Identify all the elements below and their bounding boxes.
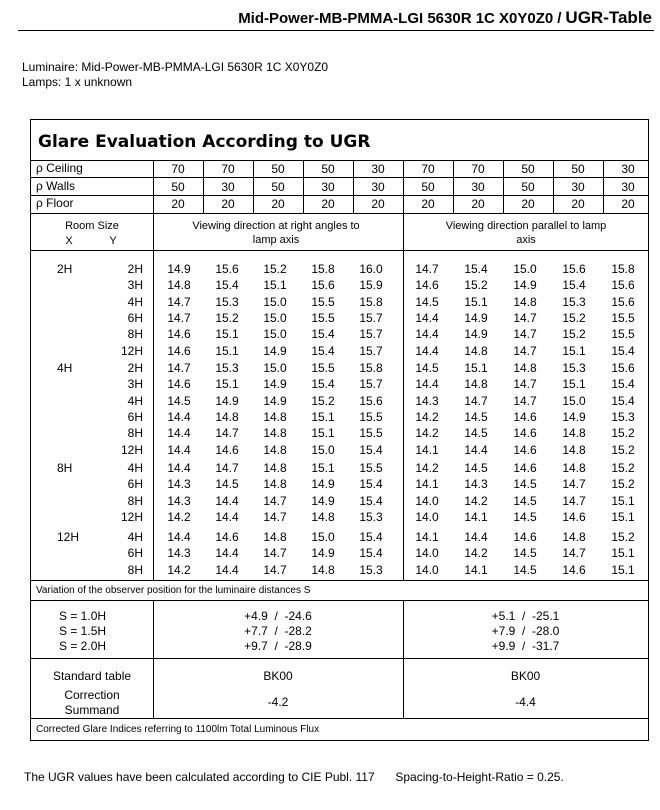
corrected-note: Corrected Glare Indices referring to 1100lm Total Luminous Flux <box>36 724 320 735</box>
ugr-value: 14.9 <box>311 493 335 508</box>
ugr-value: 14.6 <box>513 409 537 424</box>
ugr-value: 14.8 <box>263 461 287 475</box>
correction-par: -4.4 <box>515 695 536 709</box>
reflectance-label: ρ Floor <box>36 196 74 211</box>
ugr-value: 14.2 <box>415 426 439 441</box>
ugr-value: 14.8 <box>562 461 586 475</box>
ugr-value: 15.5 <box>359 461 383 475</box>
ugr-value: 14.4 <box>215 562 239 577</box>
lamps-line: Lamps: 1 x unknown <box>22 75 133 89</box>
ugr-value: 14.0 <box>415 562 439 577</box>
ugr-value: 15.2 <box>311 393 335 408</box>
ugr-value: 14.4 <box>215 509 239 524</box>
correction-label: Correction <box>64 688 120 702</box>
spacing-label: S = 1.0H <box>59 609 107 623</box>
ugr-value: 15.4 <box>359 493 383 508</box>
ugr-value: 14.1 <box>415 530 439 544</box>
ugr-value: 15.3 <box>359 562 383 577</box>
ugr-value: 14.4 <box>464 530 488 544</box>
ugr-value: 15.4 <box>215 278 239 293</box>
ugr-value: 15.4 <box>359 442 383 457</box>
ugr-value: 14.7 <box>215 461 239 475</box>
ugr-value: 14.6 <box>215 442 239 457</box>
room-x-label: 8H <box>57 461 73 475</box>
ugr-value: 14.6 <box>415 278 439 293</box>
ugr-value: 14.1 <box>464 509 488 524</box>
reflectance-value: 20 <box>471 197 485 212</box>
ugr-value: 15.2 <box>611 426 635 441</box>
ugr-value: 15.6 <box>215 262 239 276</box>
ugr-value: 15.7 <box>359 310 383 325</box>
ugr-value: 14.8 <box>464 377 488 392</box>
ugr-value: 14.7 <box>263 509 287 524</box>
ugr-value: 15.6 <box>611 294 635 309</box>
ugr-value: 15.3 <box>215 294 239 309</box>
ugr-value: 14.6 <box>513 530 537 544</box>
ugr-value: 14.7 <box>167 294 191 309</box>
reflectance-value: 70 <box>421 162 435 176</box>
room-x-label: 2H <box>57 262 73 276</box>
ugr-value: 14.9 <box>311 546 335 561</box>
ugr-value: 15.1 <box>464 294 488 309</box>
reflectance-value: 30 <box>371 162 385 176</box>
reflectance-value: 70 <box>471 162 485 176</box>
ugr-value: 15.5 <box>311 294 335 309</box>
ugr-value: 14.4 <box>415 377 439 392</box>
ugr-value: 14.8 <box>311 562 335 577</box>
ugr-value: 14.4 <box>167 530 191 544</box>
ugr-value: 14.7 <box>513 393 537 408</box>
ugr-value: 15.4 <box>359 546 383 561</box>
ugr-value: 14.9 <box>513 278 537 293</box>
ugr-value: 14.8 <box>311 509 335 524</box>
ugr-value: 15.1 <box>311 409 335 424</box>
ugr-value: 15.4 <box>311 377 335 392</box>
ugr-value: 14.6 <box>562 562 586 577</box>
x-label: X <box>65 235 73 247</box>
title-separator: / <box>557 10 562 27</box>
reflectance-value: 30 <box>621 162 635 176</box>
reflectance-value: 20 <box>521 197 535 212</box>
room-y-label: 8H <box>127 493 143 508</box>
room-y-label: 3H <box>127 377 143 392</box>
ugr-table <box>30 119 649 741</box>
ugr-value: 15.5 <box>311 361 335 375</box>
ugr-value: 15.0 <box>263 294 287 309</box>
ugr-value: 14.0 <box>415 509 439 524</box>
ugr-value: 14.4 <box>415 343 439 358</box>
reflectance-value: 20 <box>621 197 635 212</box>
ugr-value: 14.9 <box>215 393 239 408</box>
ugr-value: 14.8 <box>167 278 191 293</box>
ugr-value: 14.4 <box>167 409 191 424</box>
room-y-label: 12H <box>120 509 143 524</box>
ugr-value: 14.0 <box>415 546 439 561</box>
ugr-value: 15.2 <box>562 310 586 325</box>
header-rule <box>18 30 654 31</box>
ugr-value: 15.1 <box>215 343 239 358</box>
ugr-value: 14.8 <box>513 361 537 375</box>
ugr-value: 14.4 <box>167 442 191 457</box>
ugr-value: 14.2 <box>415 461 439 475</box>
ugr-value: 15.4 <box>311 327 335 342</box>
reflectance-value: 50 <box>421 179 435 194</box>
ugr-value: 14.6 <box>562 509 586 524</box>
ugr-value: 14.7 <box>167 361 191 375</box>
room-y-label: 8H <box>127 426 143 441</box>
ugr-value: 15.5 <box>611 310 635 325</box>
ugr-value: 15.6 <box>611 278 635 293</box>
y-label: Y <box>109 235 117 247</box>
ugr-value: 15.1 <box>562 377 586 392</box>
ugr-value: 14.0 <box>415 493 439 508</box>
ugr-value: 15.1 <box>263 278 287 293</box>
ugr-value: 14.5 <box>167 393 191 408</box>
ugr-value: 14.6 <box>167 343 191 358</box>
variation-par: +7.9 / -28.0 <box>491 624 560 638</box>
ugr-value: 15.6 <box>311 278 335 293</box>
ugr-value: 15.7 <box>359 343 383 358</box>
ugr-value: 15.4 <box>359 530 383 544</box>
ugr-value: 14.5 <box>215 477 239 492</box>
ugr-value: 14.3 <box>464 477 488 492</box>
room-y-label: 2H <box>127 361 143 375</box>
reflectance-value: 20 <box>321 197 335 212</box>
ugr-value: 15.2 <box>263 262 287 276</box>
variation-par: +9.9 / -31.7 <box>491 639 560 653</box>
ugr-value: 14.8 <box>263 426 287 441</box>
ugr-value: 15.1 <box>215 377 239 392</box>
ugr-value: 14.7 <box>215 426 239 441</box>
summand-label: Summand <box>64 703 120 717</box>
ugr-value: 14.5 <box>415 361 439 375</box>
standard-par: BK00 <box>510 669 541 683</box>
room-y-label: 4H <box>127 393 143 408</box>
variation-label: Variation of the observer position for the luminaire distances S <box>36 585 311 596</box>
ugr-value: 15.8 <box>311 262 335 276</box>
ugr-value: 15.1 <box>215 327 239 342</box>
room-y-label: 6H <box>127 409 143 424</box>
ugr-value: 15.6 <box>359 393 383 408</box>
ugr-value: 14.8 <box>215 409 239 424</box>
correction-perp: -4.2 <box>267 695 289 709</box>
room-y-label: 3H <box>127 278 143 293</box>
table-rule <box>31 658 648 659</box>
ugr-value: 15.1 <box>611 493 635 508</box>
ugr-value: 15.3 <box>359 509 383 524</box>
ugr-value: 15.8 <box>611 262 635 276</box>
ugr-value: 15.7 <box>359 377 383 392</box>
ugr-value: 15.2 <box>611 530 635 544</box>
table-rule <box>31 600 648 601</box>
ugr-value: 14.7 <box>263 546 287 561</box>
ugr-value: 14.9 <box>562 409 586 424</box>
ugr-value: 14.7 <box>513 343 537 358</box>
reflectance-value: 30 <box>371 179 385 194</box>
ugr-value: 15.2 <box>611 461 635 475</box>
ugr-value: 15.0 <box>562 393 586 408</box>
header-title <box>238 8 652 28</box>
ugr-value: 14.6 <box>167 377 191 392</box>
ugr-value: 14.5 <box>513 493 537 508</box>
ugr-value: 14.3 <box>415 393 439 408</box>
ugr-value: 14.8 <box>263 530 287 544</box>
ugr-value: 15.0 <box>263 361 287 375</box>
ugr-value: 14.7 <box>263 562 287 577</box>
ugr-value: 15.4 <box>311 343 335 358</box>
room-y-label: 12H <box>120 442 143 457</box>
variation-perp: +9.7 / -28.9 <box>244 639 312 653</box>
ugr-value: 14.1 <box>464 562 488 577</box>
ugr-value: 14.2 <box>464 493 488 508</box>
ugr-value: 14.8 <box>263 409 287 424</box>
ugr-value: 15.0 <box>311 530 335 544</box>
room-y-label: 6H <box>127 310 143 325</box>
reflectance-value: 20 <box>371 197 385 212</box>
ugr-value: 15.8 <box>359 361 383 375</box>
ugr-value: 14.4 <box>464 442 488 457</box>
shr-note: Spacing-to-Height-Ratio = 0.25. <box>395 770 564 784</box>
page-header <box>0 0 660 36</box>
ugr-value: 15.3 <box>611 409 635 424</box>
ugr-value: 14.9 <box>167 262 191 276</box>
room-y-label: 8H <box>127 327 143 342</box>
ugr-value: 14.4 <box>415 310 439 325</box>
ugr-value: 15.3 <box>562 294 586 309</box>
ugr-value: 15.2 <box>611 477 635 492</box>
reflectance-value: 70 <box>171 162 185 176</box>
reflectance-value: 50 <box>271 179 285 194</box>
ugr-value: 14.5 <box>513 509 537 524</box>
ugr-value: 14.9 <box>464 310 488 325</box>
reflectance-value: 20 <box>271 197 285 212</box>
room-y-label: 4H <box>127 294 143 309</box>
ugr-value: 14.9 <box>464 327 488 342</box>
room-y-label: 4H <box>127 461 143 475</box>
ugr-value: 14.8 <box>562 426 586 441</box>
ugr-value: 14.8 <box>263 477 287 492</box>
ugr-value: 14.8 <box>464 343 488 358</box>
ugr-value: 14.4 <box>167 426 191 441</box>
ugr-value: 14.6 <box>167 327 191 342</box>
room-y-label: 6H <box>127 546 143 561</box>
ugr-value: 14.2 <box>415 409 439 424</box>
ugr-value: 15.3 <box>562 361 586 375</box>
room-y-label: 12H <box>120 343 143 358</box>
ugr-value: 14.9 <box>263 343 287 358</box>
ugr-value: 15.1 <box>611 562 635 577</box>
ugr-value: 14.7 <box>513 310 537 325</box>
ugr-value: 14.7 <box>562 477 586 492</box>
room-y-label: 6H <box>127 477 143 492</box>
ugr-value: 15.1 <box>311 461 335 475</box>
reflectance-value: 30 <box>621 179 635 194</box>
ugr-value: 15.4 <box>359 477 383 492</box>
reflectance-value: 30 <box>321 179 335 194</box>
ugr-value: 14.9 <box>263 393 287 408</box>
reflectance-label: ρ Walls <box>36 178 76 193</box>
ugr-value: 14.5 <box>464 409 488 424</box>
standard-table-label: Standard table <box>52 669 132 683</box>
luminaire-line: Luminaire: Mid-Power-MB-PMMA-LGI 5630R 1C X0Y0Z0 <box>22 60 329 74</box>
ugr-value: 14.2 <box>167 509 191 524</box>
ugr-value: 15.5 <box>311 310 335 325</box>
ugr-value: 15.6 <box>611 361 635 375</box>
table-column-rule <box>403 213 404 580</box>
ugr-value: 15.2 <box>562 327 586 342</box>
ugr-value: 15.1 <box>464 361 488 375</box>
table-rule <box>31 580 648 581</box>
ugr-value: 14.7 <box>562 493 586 508</box>
ugr-value: 14.5 <box>415 294 439 309</box>
ugr-value: 14.7 <box>167 310 191 325</box>
ugr-value: 14.7 <box>415 262 439 276</box>
calc-note: The UGR values have been calculated according to CIE Publ. 117 <box>24 770 375 784</box>
ugr-value: 16.0 <box>359 262 383 276</box>
reflectance-value: 20 <box>421 197 435 212</box>
ugr-value: 15.0 <box>311 442 335 457</box>
ugr-value: 14.4 <box>415 327 439 342</box>
room-y-label: 2H <box>127 262 143 276</box>
reflectance-value: 50 <box>321 162 335 176</box>
table-column-rule <box>153 213 154 580</box>
ugr-value: 14.6 <box>513 442 537 457</box>
reflectance-value: 20 <box>171 197 185 212</box>
viewing-dir-parallel: Viewing direction parallel to lamp axis <box>445 220 607 246</box>
ugr-value: 14.4 <box>215 546 239 561</box>
ugr-value: 15.3 <box>215 361 239 375</box>
variation-par: +5.1 / -25.1 <box>491 609 560 623</box>
ugr-value: 14.5 <box>513 562 537 577</box>
table-rule <box>31 718 648 719</box>
ugr-value: 15.4 <box>464 262 488 276</box>
reflectance-label: ρ Ceiling <box>36 161 83 175</box>
ugr-value: 14.5 <box>464 461 488 475</box>
viewing-dir-perpendicular: Viewing direction at right angles to lamp axis <box>192 220 360 246</box>
ugr-value: 15.2 <box>215 310 239 325</box>
ugr-value: 14.2 <box>167 562 191 577</box>
ugr-value: 14.4 <box>215 493 239 508</box>
reflectance-value: 20 <box>571 197 585 212</box>
room-size-label: Room Size <box>65 220 119 232</box>
ugr-value: 15.0 <box>513 262 537 276</box>
ugr-value: 14.7 <box>513 377 537 392</box>
ugr-value: 14.8 <box>263 442 287 457</box>
reflectance-value: 50 <box>171 179 185 194</box>
ugr-value: 14.8 <box>562 530 586 544</box>
ugr-value: 14.6 <box>215 530 239 544</box>
ugr-value: 14.8 <box>562 442 586 457</box>
luminaire-info <box>22 60 328 90</box>
ugr-value: 15.2 <box>611 442 635 457</box>
ugr-value: 14.7 <box>464 393 488 408</box>
reflectance-value: 30 <box>571 179 585 194</box>
ugr-value: 14.3 <box>167 493 191 508</box>
ugr-value: 15.4 <box>562 278 586 293</box>
ugr-value: 14.2 <box>464 546 488 561</box>
ugr-value: 14.7 <box>263 493 287 508</box>
ugr-value: 14.7 <box>513 327 537 342</box>
ugr-value: 14.3 <box>167 546 191 561</box>
reflectance-value: 30 <box>221 179 235 194</box>
room-x-label: 12H <box>57 530 80 544</box>
reflectance-value: 30 <box>471 179 485 194</box>
spacing-label: S = 1.5H <box>59 624 107 638</box>
luminaire-name: Mid-Power-MB-PMMA-LGI 5630R 1C X0Y0Z0 <box>238 10 554 27</box>
ugr-value: 15.1 <box>311 426 335 441</box>
ugr-value: 14.6 <box>513 426 537 441</box>
ugr-value: 15.4 <box>611 377 635 392</box>
ugr-value: 14.5 <box>464 426 488 441</box>
footer-note <box>24 770 564 784</box>
reflectance-value: 70 <box>221 162 235 176</box>
reflectance-value: 50 <box>521 162 535 176</box>
ugr-value: 15.5 <box>359 426 383 441</box>
ugr-value: 15.1 <box>562 343 586 358</box>
ugr-value: 15.1 <box>611 546 635 561</box>
ugr-value: 15.8 <box>359 294 383 309</box>
ugr-value: 15.2 <box>464 278 488 293</box>
ugr-value: 14.8 <box>513 294 537 309</box>
ugr-value: 14.3 <box>167 477 191 492</box>
table-title: Glare Evaluation According to UGR <box>38 132 371 152</box>
ugr-value: 14.5 <box>513 477 537 492</box>
ugr-value: 15.0 <box>263 327 287 342</box>
reflectance-value: 50 <box>571 162 585 176</box>
ugr-value: 15.6 <box>562 262 586 276</box>
reflectance-value: 20 <box>221 197 235 212</box>
ugr-value: 15.1 <box>611 509 635 524</box>
ugr-value: 14.7 <box>562 546 586 561</box>
ugr-value: 15.9 <box>359 278 383 293</box>
ugr-value: 14.1 <box>415 442 439 457</box>
ugr-value: 14.9 <box>311 477 335 492</box>
ugr-value: 15.4 <box>611 393 635 408</box>
ugr-value: 14.4 <box>167 461 191 475</box>
variation-perp: +7.7 / -28.2 <box>244 624 312 638</box>
ugr-value: 15.4 <box>611 343 635 358</box>
ugr-value: 14.5 <box>513 546 537 561</box>
spacing-label: S = 2.0H <box>59 639 107 653</box>
ugr-value: 15.5 <box>611 327 635 342</box>
room-x-label: 4H <box>57 361 73 375</box>
ugr-value: 15.5 <box>359 409 383 424</box>
standard-perp: BK00 <box>263 669 293 683</box>
reflectance-value: 50 <box>271 162 285 176</box>
ugr-value: 14.1 <box>415 477 439 492</box>
reflectance-value: 50 <box>521 179 535 194</box>
section-title: UGR-Table <box>565 8 652 27</box>
room-y-label: 8H <box>127 562 143 577</box>
variation-perp: +4.9 / -24.6 <box>244 609 312 623</box>
room-y-label: 4H <box>127 530 143 544</box>
ugr-value: 14.9 <box>263 377 287 392</box>
ugr-value: 15.0 <box>263 310 287 325</box>
ugr-value: 14.6 <box>513 461 537 475</box>
ugr-value: 15.7 <box>359 327 383 342</box>
table-rule <box>31 250 648 251</box>
